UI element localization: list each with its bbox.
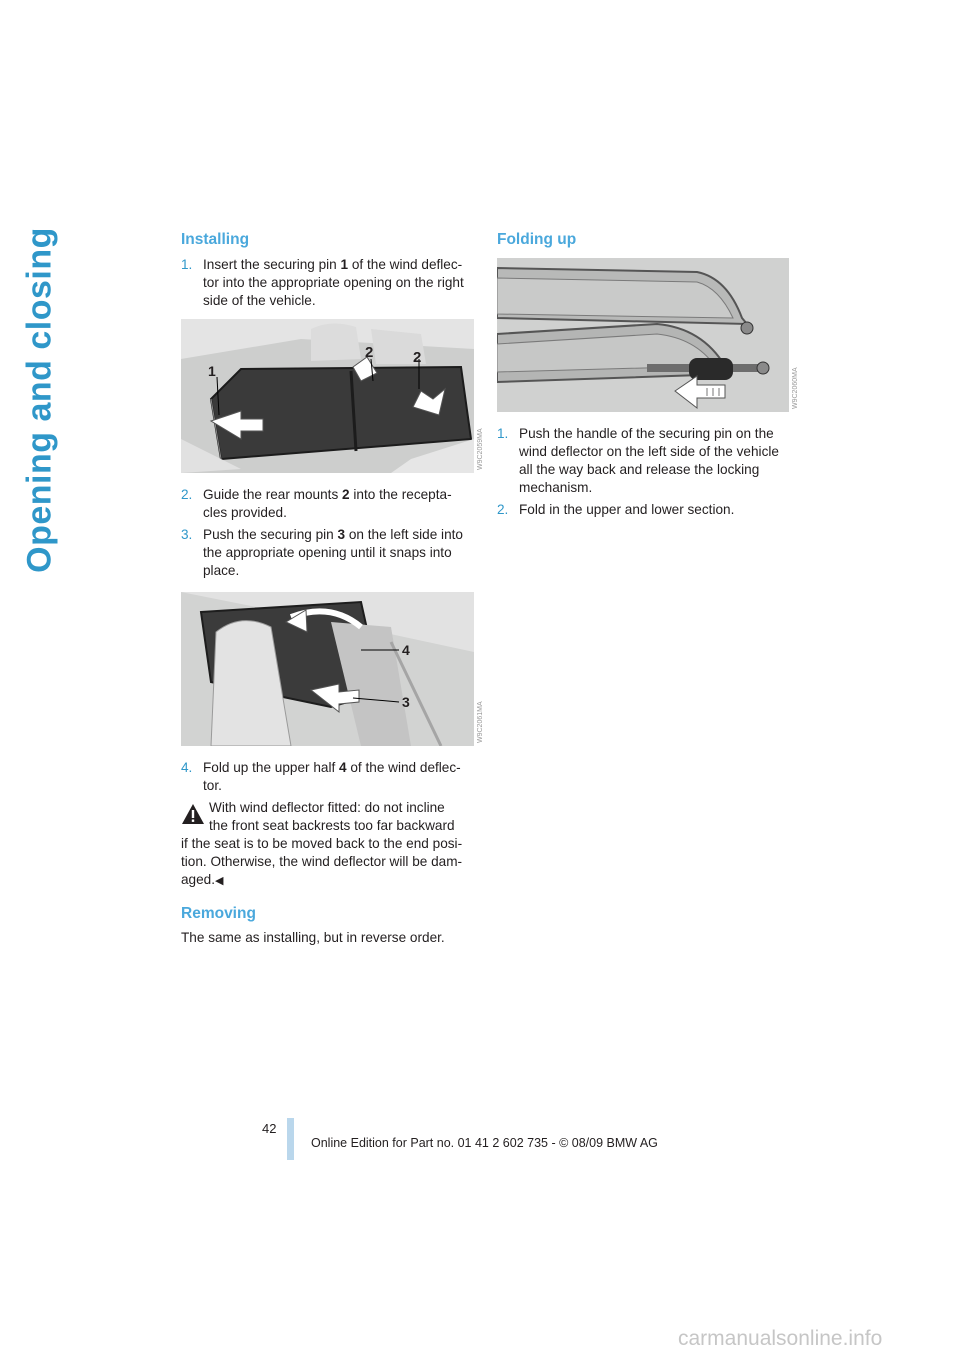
- removing-heading: Removing: [181, 905, 256, 922]
- figure-code: W9C2059MA: [477, 428, 484, 470]
- step-text: the appropriate opening until it snaps into: [203, 545, 452, 560]
- figure-folding-upper-half: [181, 592, 474, 746]
- step-number: 1.: [181, 257, 193, 272]
- step-text: tor.: [203, 778, 222, 793]
- footer-accent-bar: [287, 1118, 294, 1160]
- installing-step-1: [181, 256, 481, 312]
- installing-step-2: [181, 486, 481, 524]
- step-text: Fold up the upper half: [203, 760, 340, 775]
- step-number: 3.: [181, 527, 193, 542]
- step-number: 2.: [181, 487, 193, 502]
- installing-step-4: [181, 759, 481, 797]
- figure-securing-pin-handle: [497, 258, 789, 412]
- step-text: of the wind deflec-: [346, 760, 461, 775]
- folding-up-heading: Folding up: [497, 231, 577, 248]
- step-text: Fold in the upper and lower section.: [519, 502, 735, 517]
- wind-deflector-handle-illustration: [497, 258, 789, 412]
- figure-callout-1: 1: [208, 363, 216, 379]
- warning-note: [181, 799, 481, 891]
- warning-text: the front seat backrests too far backward: [209, 818, 455, 833]
- step-number: 1.: [497, 426, 509, 441]
- step-text: Insert the securing pin: [203, 257, 341, 272]
- footer-edition: Online Edition for Part no. 01 41 2 602 735 - © 08/09 BMW AG: [311, 1136, 658, 1150]
- warning-text: tion. Otherwise, the wind deflector will be dam-: [181, 854, 463, 869]
- step-text: tor into the appropriate opening on the right: [203, 275, 464, 290]
- figure-installing-right-pin: [181, 319, 474, 473]
- warning-text: aged.: [181, 872, 216, 887]
- figure-callout-2: 2: [365, 344, 374, 361]
- callout-number: 2: [342, 487, 350, 502]
- step-text: wind deflector on the left side of the vehicle: [519, 444, 779, 459]
- page-number: 42: [262, 1121, 277, 1136]
- wind-deflector-install-illustration: [181, 319, 474, 473]
- wind-deflector-fold-illustration: [181, 592, 474, 746]
- end-mark: ◀: [215, 875, 224, 887]
- callout-number: 1: [340, 257, 349, 272]
- figure-code: W9C2060MA: [792, 367, 799, 409]
- removing-text: The same as installing, but in reverse order.: [181, 930, 445, 945]
- warning-text: With wind deflector fitted: do not incline: [209, 800, 445, 815]
- callout-number: 3: [337, 527, 346, 542]
- step-text: into the recepta-: [349, 487, 452, 502]
- step-text: all the way back and release the locking: [519, 462, 760, 477]
- figure-callout-2: 2: [413, 349, 422, 366]
- step-text: cles provided.: [203, 505, 287, 520]
- step-text: side of the vehicle.: [203, 293, 316, 308]
- step-text: place.: [203, 563, 240, 578]
- figure-callout-4: 4: [402, 642, 410, 658]
- step-text: Guide the rear mounts: [203, 487, 343, 502]
- folding-up-step-1: [497, 425, 797, 499]
- step-text: on the left side into: [345, 527, 463, 542]
- section-title: [10, 120, 70, 680]
- callout-number: 4: [339, 760, 347, 775]
- installing-step-3: [181, 526, 481, 582]
- step-number: 2.: [497, 502, 509, 517]
- step-text: of the wind deflec-: [348, 257, 463, 272]
- folding-up-step-2: [497, 501, 797, 521]
- figure-callout-3: 3: [402, 694, 410, 710]
- step-text: Push the handle of the securing pin on the: [519, 426, 774, 441]
- warning-text: if the seat is to be moved back to the end posi-: [181, 836, 463, 851]
- watermark: carmanualsonline.info: [678, 1327, 883, 1350]
- installing-heading: Installing: [181, 231, 250, 248]
- figure-code: W9C2061MA: [477, 701, 484, 743]
- step-text: Push the securing pin: [203, 527, 338, 542]
- step-text: mechanism.: [519, 480, 593, 495]
- step-number: 4.: [181, 760, 193, 775]
- section-title-text: Opening and closing: [20, 227, 59, 573]
